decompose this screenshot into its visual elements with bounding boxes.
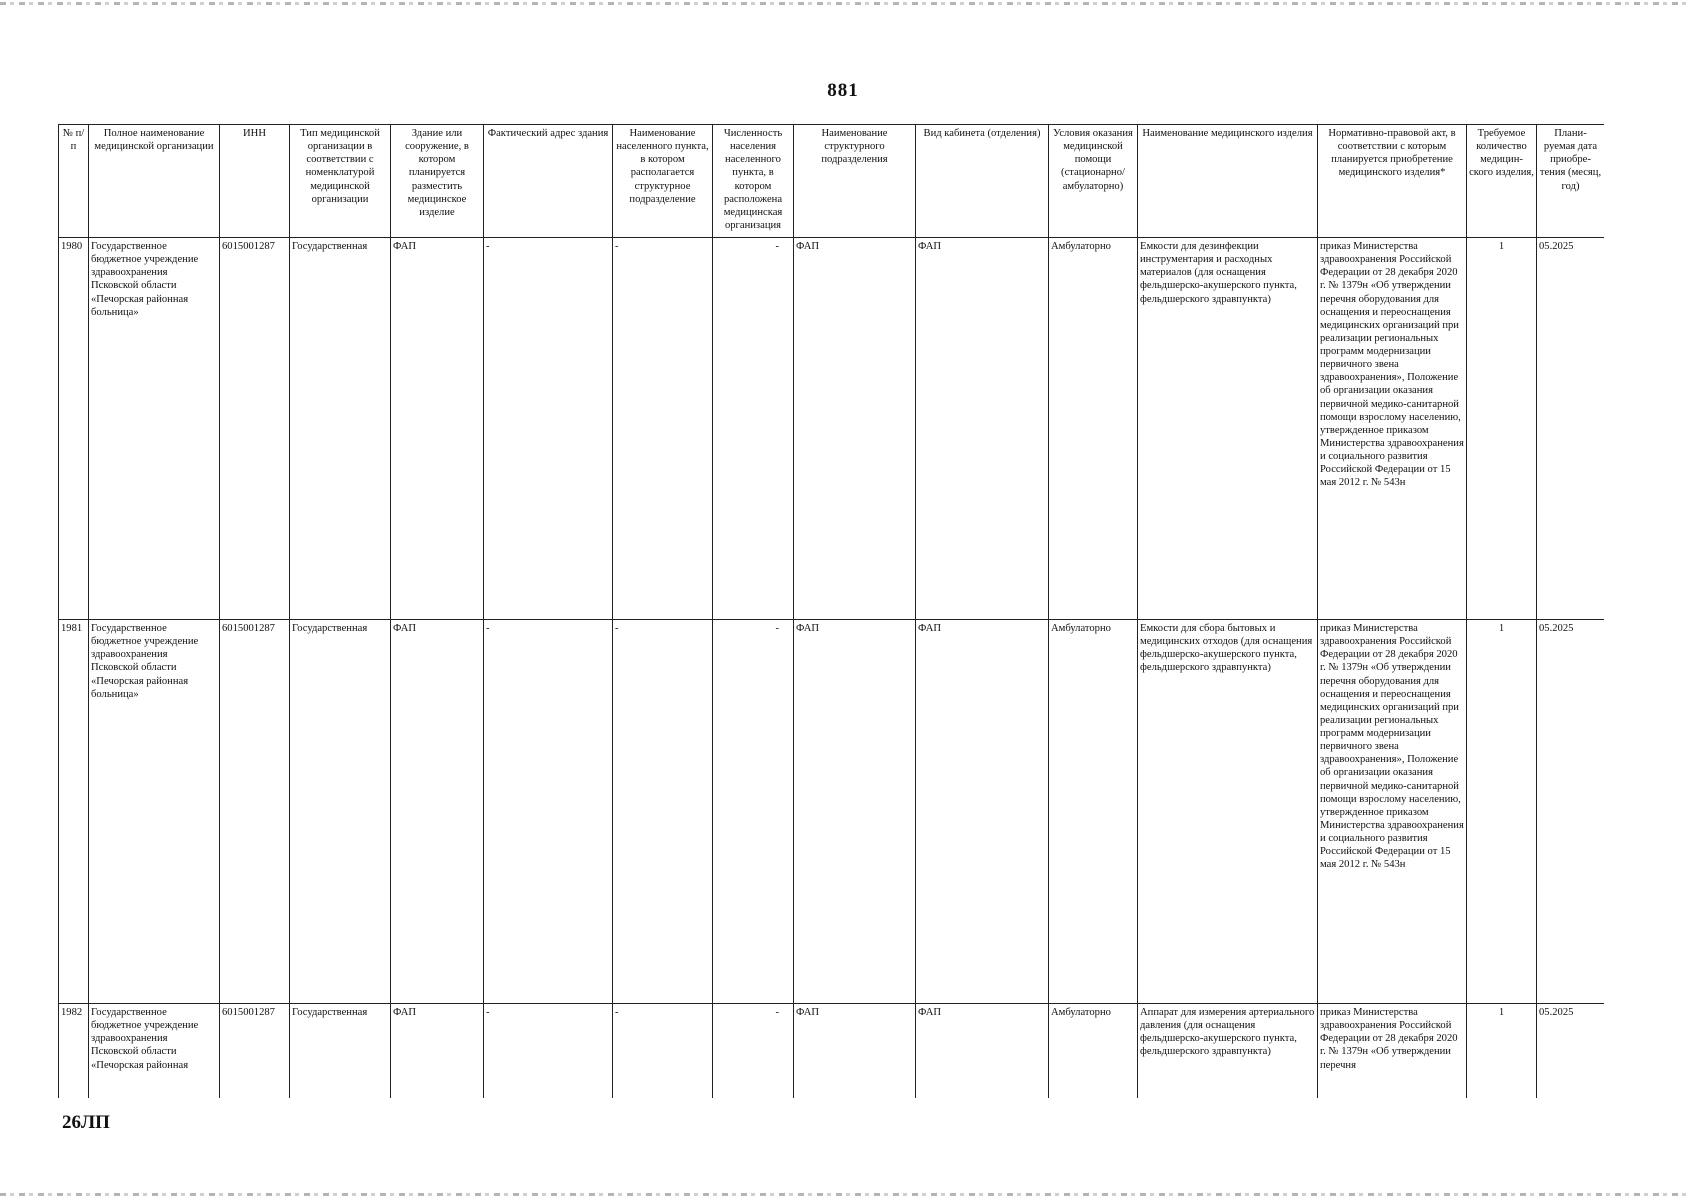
cell-locality: -: [613, 1004, 713, 1099]
table-row: [59, 1004, 1605, 1099]
header-building: Здание или сооружение, в котором планируется разместить медицинское изделие: [391, 125, 484, 238]
cell-device: Емкости для дезинфекции инструментария и расходных материалов (для оснащения фельдшерско-акушерского пункта, фельдшерского здравпункта): [1138, 238, 1318, 620]
cell-unit: ФАП: [794, 1004, 916, 1099]
cell-conditions: Амбулаторно: [1049, 1004, 1138, 1099]
header-device: Наименование медицинского изделия: [1138, 125, 1318, 238]
cell-population: -: [713, 238, 794, 620]
header-qty: Требуемое количество медицин-ского изделия,: [1467, 125, 1537, 238]
header-type: Тип медицинской организации в соответствии с номенклатурой медицинской организации: [290, 125, 391, 238]
cell-address: -: [484, 238, 613, 620]
cell-building: ФАП: [391, 1004, 484, 1099]
table-header-row: [59, 125, 1605, 238]
scan-edge-bottom: [0, 1193, 1686, 1196]
cell-type: Государственная: [290, 1004, 391, 1099]
cell-inn: 6015001287: [220, 620, 290, 1004]
cell-cabinet: ФАП: [916, 620, 1049, 1004]
document-code: 26ЛП: [62, 1112, 110, 1133]
table-row: [59, 620, 1605, 1004]
header-unit: Наименование структурного подразделения: [794, 125, 916, 238]
cell-date: 05.2025: [1537, 238, 1605, 620]
cell-address: -: [484, 1004, 613, 1099]
cell-cabinet: ФАП: [916, 1004, 1049, 1099]
cell-org: Государственное бюджетное учреждение здравоохранения Псковской области «Печорская районная: [89, 1004, 220, 1099]
cell-device: Емкости для сбора бытовых и медицинских отходов (для оснащения фельдшерско-акушерского пункта, фельдшерского здравпункта): [1138, 620, 1318, 1004]
header-conditions: Условия оказания медицинской помощи (стационарно/ амбулаторно): [1049, 125, 1138, 238]
cell-building: ФАП: [391, 238, 484, 620]
table-container: [58, 124, 1604, 1098]
header-num: № п/п: [59, 125, 89, 238]
header-org: Полное наименование медицинской организации: [89, 125, 220, 238]
header-date: Плани-руемая дата приобре-тения (месяц, год): [1537, 125, 1605, 238]
cell-conditions: Амбулаторно: [1049, 238, 1138, 620]
cell-date: 05.2025: [1537, 1004, 1605, 1099]
cell-num: 1980: [59, 238, 89, 620]
cell-inn: 6015001287: [220, 1004, 290, 1099]
cell-cabinet: ФАП: [916, 238, 1049, 620]
cell-inn: 6015001287: [220, 238, 290, 620]
cell-population: -: [713, 1004, 794, 1099]
cell-address: -: [484, 620, 613, 1004]
header-population: Численность населения населенного пункта, в котором расположена медицинская организация: [713, 125, 794, 238]
cell-type: Государственная: [290, 238, 391, 620]
cell-qty: 1: [1467, 1004, 1537, 1099]
header-act: Нормативно-правовой акт, в соответствии с которым планируется приобретение медицинского изделия*: [1318, 125, 1467, 238]
header-inn: ИНН: [220, 125, 290, 238]
header-cabinet: Вид кабинета (отделения): [916, 125, 1049, 238]
cell-org: Государственное бюджетное учреждение здравоохранения Псковской области «Печорская районная больница»: [89, 238, 220, 620]
page-number: 881: [827, 80, 859, 101]
cell-building: ФАП: [391, 620, 484, 1004]
cell-act: приказ Министерства здравоохранения Российской Федерации от 28 декабря 2020 г. № 1379н «Об утверждении перечня оборудования для оснащения и переоснащения медицинских организаций при реализации региональных программ модернизации первичного звена здравоохранения», Положение об организации оказания первичной медико-санитарной помощи взрослому населению, утвержденное приказом Министерства здравоохранения и социального развития Российской Федерации от 15 мая 2012 г. № 543н: [1318, 238, 1467, 620]
cell-conditions: Амбулаторно: [1049, 620, 1138, 1004]
cell-date: 05.2025: [1537, 620, 1605, 1004]
header-address: Фактический адрес здания: [484, 125, 613, 238]
table-row: [59, 238, 1605, 620]
cell-unit: ФАП: [794, 620, 916, 1004]
cell-device: Аппарат для измерения артериального давления (для оснащения фельдшерско-акушерского пункта, фельдшерского здравпункта): [1138, 1004, 1318, 1099]
cell-qty: 1: [1467, 238, 1537, 620]
cell-qty: 1: [1467, 620, 1537, 1004]
cell-unit: ФАП: [794, 238, 916, 620]
cell-locality: -: [613, 620, 713, 1004]
cell-act: приказ Министерства здравоохранения Российской Федерации от 28 декабря 2020 г. № 1379н «Об утверждении перечня оборудования для оснащения и переоснащения медицинских организаций при реализации региональных программ модернизации первичного звена здравоохранения», Положение об организации оказания первичной медико-санитарной помощи взрослому населению, утвержденное приказом Министерства здравоохранения и социального развития Российской Федерации от 15 мая 2012 г. № 543н: [1318, 620, 1467, 1004]
scan-edge-top: [0, 2, 1686, 5]
cell-num: 1981: [59, 620, 89, 1004]
cell-locality: -: [613, 238, 713, 620]
cell-type: Государственная: [290, 620, 391, 1004]
cell-act: приказ Министерства здравоохранения Российской Федерации от 28 декабря 2020 г. № 1379н «Об утверждении перечня: [1318, 1004, 1467, 1099]
header-locality: Наименование населенного пункта, в котором располагается структурное подразделение: [613, 125, 713, 238]
cell-population: -: [713, 620, 794, 1004]
cell-num: 1982: [59, 1004, 89, 1099]
cell-org: Государственное бюджетное учреждение здравоохранения Псковской области «Печорская районная больница»: [89, 620, 220, 1004]
medical-devices-table: [58, 124, 1604, 1098]
